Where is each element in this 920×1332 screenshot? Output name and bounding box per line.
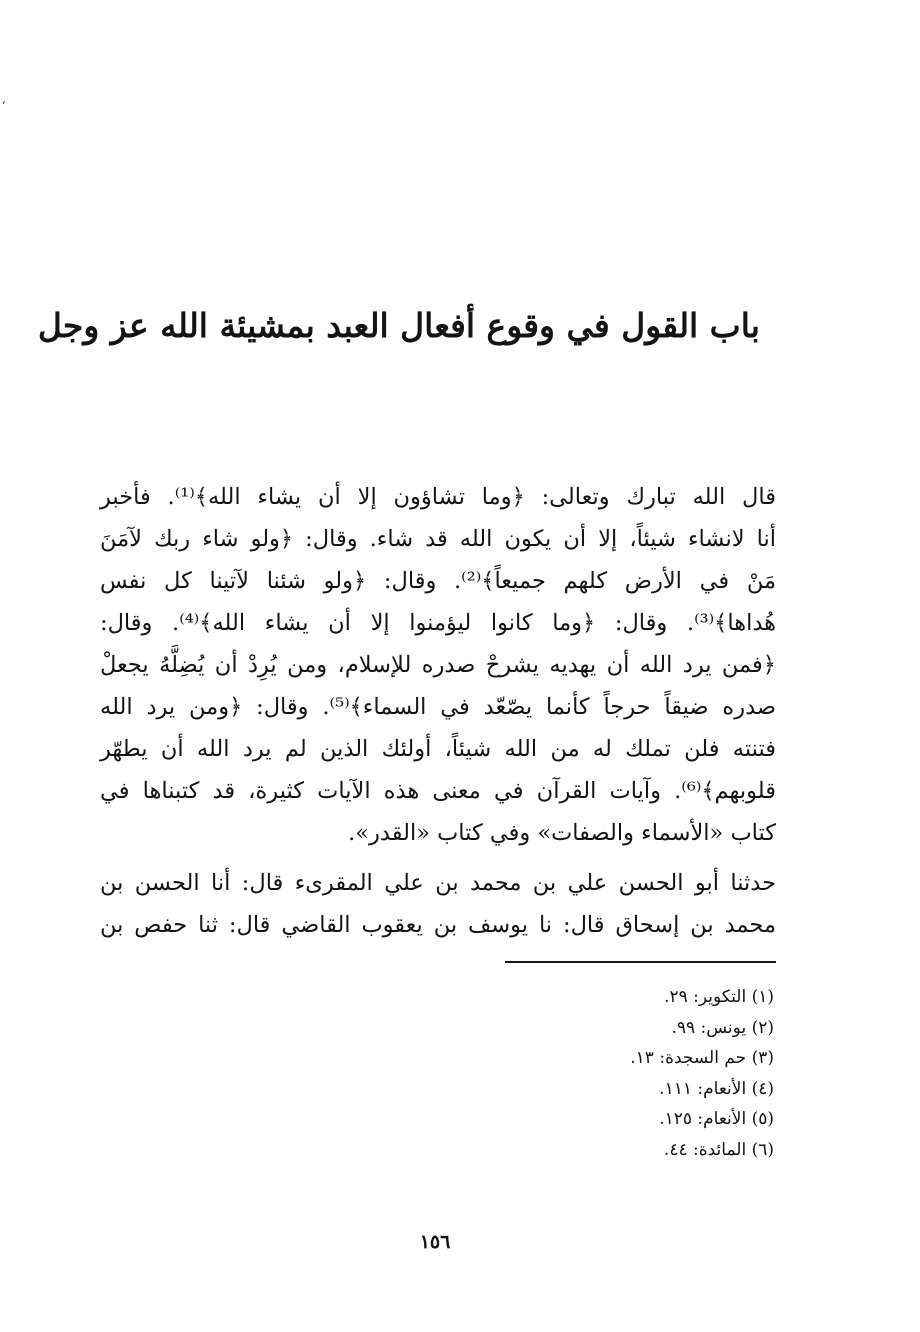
footnote: (٥) الأنعام: ١٢٥. [659,1109,774,1129]
footnote: (١) التكوير: ٢٩. [664,987,774,1007]
chapter-title: باب القول في وقوع أفعال العبد بمشيئة الله عز وجل [37,306,760,345]
paragraph-1 [100,476,776,854]
text-line: محمد بن إسحاق قال: نا يوسف بن يعقوب القاضي قال: ثنا حفص بن [100,912,776,938]
footnote: (٦) المائدة: ٤٤. [663,1139,774,1160]
footnotes [474,982,774,1165]
text-line: مَنْ في الأرض كلهم جميعاً﴾⁽²⁾. وقال: ﴿ولو شئنا لآتينا كل نفس [100,568,776,594]
page-number: ١٥٦ [419,1231,451,1253]
text-line: كتاب «الأسماء والصفات» وفي كتاب «القدر». [348,820,776,846]
text-line: أنا لانشاء شيئاً، إلا أن يكون الله قد شاء. وقال: ﴿ولو شاء ربك لآمَنَ [100,526,776,552]
footnote: (٤) الأنعام: ١١١. [659,1078,774,1099]
footnote: (٣) حم السجدة: ١٣. [630,1048,774,1068]
text-line: قلوبهم﴾⁽⁶⁾. وآيات القرآن في معنى هذه الآيات كثيرة، قد كتبناها في [100,778,776,804]
footnote: (٢) يونس: ٩٩. [671,1017,774,1038]
paragraph-gap [100,854,776,862]
text-line: حدثنا أبو الحسن علي بن محمد بن علي المقرىء قال: أنا الحسن بن [100,870,776,896]
body-text [100,476,776,946]
footnote-separator [505,961,776,963]
text-line: ﴿فمن يرد الله أن يهديه يشرحْ صدره للإسلام، ومن يُرِدْ أن يُضِلَّهُ يجعلْ [100,652,776,678]
text-line: هُداها﴾⁽³⁾. وقال: ﴿وما كانوا ليؤمنوا إلا أن يشاء الله﴾⁽⁴⁾. وقال: [100,610,776,636]
edge-mark: ٬ [2,99,6,113]
paragraph-2 [100,862,776,946]
text-line: صدره ضيقاً حرجاً كأنما يصّعّد في السماء﴾⁽⁵⁾. وقال: ﴿ومن يرد الله [100,694,776,720]
text-line: قال الله تبارك وتعالى: ﴿وما تشاؤون إلا أن يشاء الله﴾⁽¹⁾. فأخبر [100,484,776,510]
text-line: فتنته فلن تملك له من الله شيئاً، أولئك الذين لم يرد الله أن يطهّر [100,736,776,762]
